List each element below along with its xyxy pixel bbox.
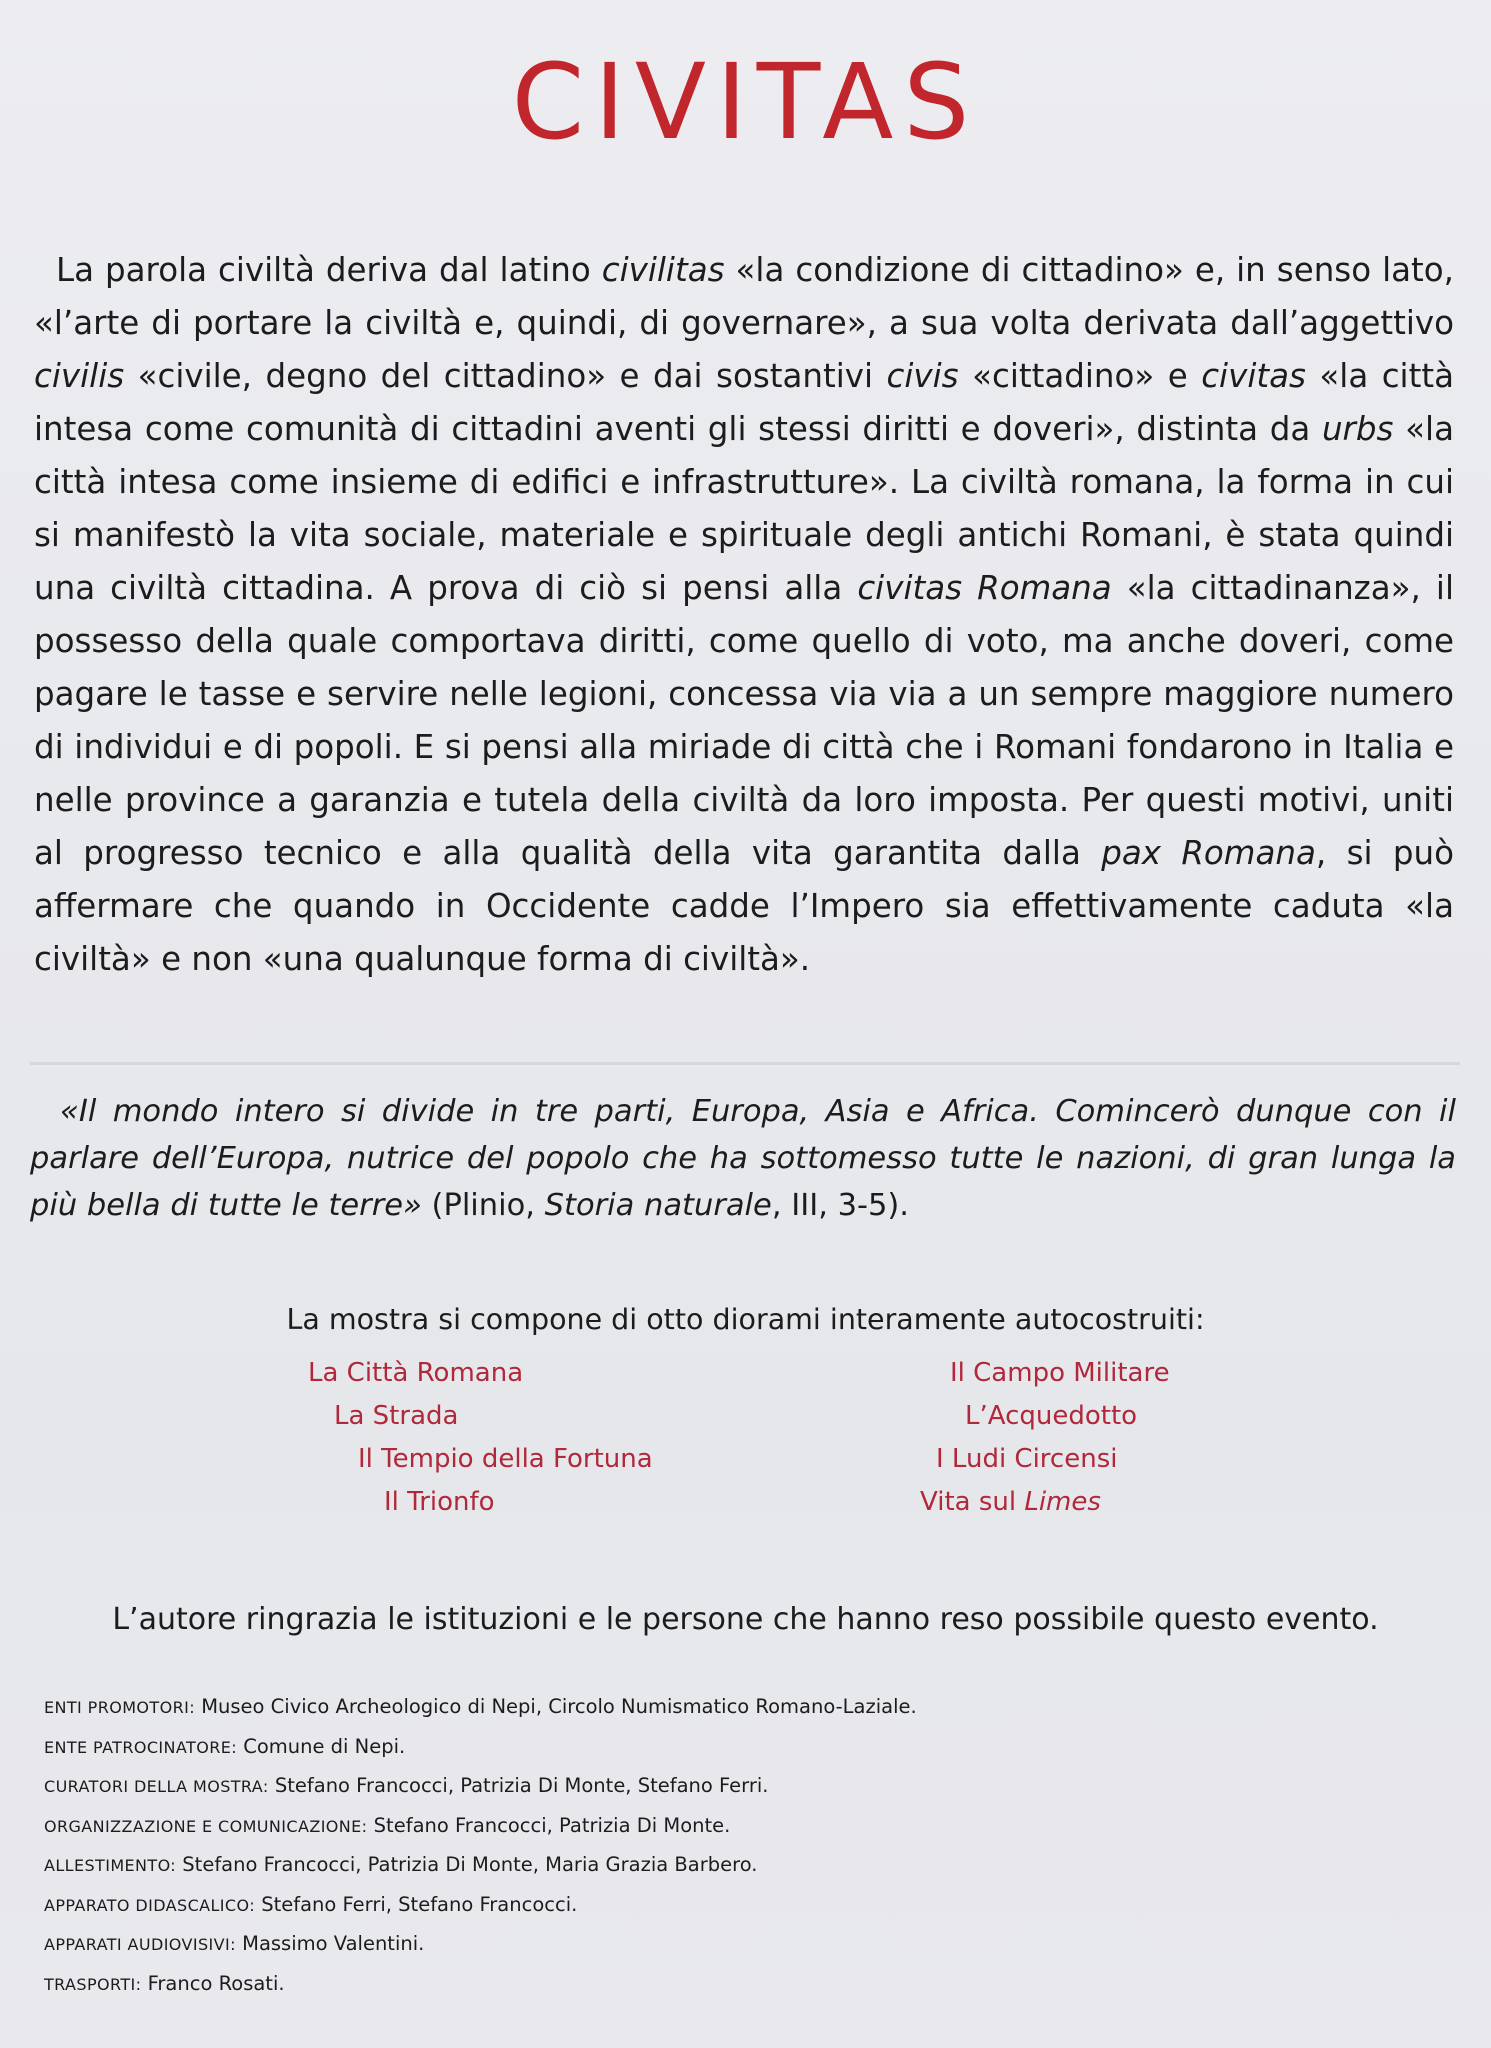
credit-row — [44, 1886, 1444, 1926]
credit-names: Museo Civico Archeologico di Nepi, Circolo Numismatico Romano-Laziale. — [195, 1695, 917, 1718]
credit-names: Stefano Ferri, Stefano Francocci. — [255, 1892, 578, 1916]
quote-citation-suffix: , III, 3-5). — [771, 1188, 909, 1223]
intro-text: «la cittadinanza», il possesso della quale comportava diritti, come quello di voto, ma anche doveri, come pagare le tasse e servire nelle legioni, concessa via via a un sempre maggiore numero di individui e di popoli. E si pensi alla miriade di città che i Romani fondarono in Italia e nelle province a garanzia e tutela della civiltà da loro imposta. Per questi motivi, uniti al progresso tecnico e alla qualità della vita garantita dalla — [34, 569, 1454, 872]
diorama-item: La Strada — [334, 1401, 459, 1431]
credit-role: ORGANIZZAZIONE E COMUNICAZIONE: — [44, 1816, 368, 1836]
intro-text: «la città intesa come comunità di cittadini aventi gli stessi diritti e doveri», distinta da — [34, 357, 1454, 448]
credits-list — [44, 1688, 1444, 2004]
diorama-item: Il Campo Militare — [950, 1358, 1170, 1388]
intro-text: «la condizione di cittadino» e, in senso lato, «l’arte di portare la civiltà e, quindi, di governare», a sua volta derivata dall’aggettivo — [34, 251, 1454, 342]
intro-text: , si può affermare che quando in Occidente cadde l’Impero sia effettivamente caduta «la civiltà» e non «una qualunque forma di civiltà». — [34, 834, 1454, 978]
intro-italic-term: pax Romana — [1101, 834, 1316, 872]
quote-citation-work: Storia naturale — [544, 1188, 772, 1223]
credit-row — [44, 1807, 1444, 1847]
credit-names: Massimo Valentini. — [235, 1932, 425, 1955]
credit-row — [44, 1925, 1444, 1965]
credit-role: CURATORI DELLA MOSTRA: — [44, 1777, 269, 1796]
credit-names: Franco Rosati. — [141, 1971, 285, 1995]
intro-italic-term: civitas Romana — [857, 569, 1112, 607]
pliny-quote — [30, 1088, 1456, 1229]
dioramas-left-column — [308, 1352, 758, 1524]
intro-italic-term: civilis — [34, 357, 125, 395]
diorama-item: I Ludi Circensi — [936, 1444, 1118, 1474]
credit-names: Stefano Francocci, Patrizia Di Monte. — [367, 1813, 731, 1837]
intro-italic-term: civilitas — [601, 251, 725, 289]
diorama-item-prefix: Vita sul — [920, 1487, 1025, 1517]
diorama-item: Il Tempio della Fortuna — [358, 1444, 653, 1474]
credit-names: Stefano Francocci, Patrizia Di Monte, Stefano Ferri. — [268, 1774, 769, 1797]
page-title: CIVITAS — [511, 41, 980, 163]
credit-role: ENTI PROMOTORI: — [44, 1698, 196, 1717]
intro-italic-term: civis — [886, 357, 959, 395]
dioramas-right-column — [920, 1352, 1320, 1524]
diorama-item: La Città Romana — [308, 1358, 524, 1388]
credit-row — [44, 1688, 1444, 1728]
credit-role: APPARATO DIDASCALICO: — [44, 1895, 255, 1915]
intro-text: «civile, degno del cittadino» e dai sostantivi — [124, 357, 887, 395]
credit-row — [44, 1767, 1444, 1807]
diorama-item: L’Acquedotto — [965, 1401, 1138, 1431]
diorama-item-italic: Limes — [1024, 1487, 1101, 1517]
diorama-item — [920, 1481, 1320, 1524]
dioramas-heading: La mostra si compone di otto diorami interamente autocostruiti: — [286, 1303, 1205, 1336]
intro-text: «cittadino» e — [958, 357, 1202, 395]
credit-role: ENTE PATROCINATORE: — [44, 1737, 238, 1757]
credit-names: Stefano Francocci, Patrizia Di Monte, Maria Grazia Barbero. — [176, 1853, 758, 1876]
credit-row — [44, 1846, 1444, 1886]
intro-paragraph — [34, 244, 1454, 986]
credit-row — [44, 1965, 1444, 2005]
intro-italic-term: civitas — [1201, 357, 1306, 395]
quote-citation-prefix: (Plinio, — [421, 1188, 545, 1223]
diorama-item: Il Trionfo — [384, 1487, 495, 1517]
credit-role: ALLESTIMENTO: — [44, 1856, 177, 1875]
acknowledgement: L’autore ringrazia le istituzioni e le persone che hanno reso possibile questo evento. — [112, 1602, 1379, 1637]
intro-text: «la città intesa come insieme di edifici e infrastrutture». La civiltà romana, la forma in cui si manifestò la vita sociale, materiale e spirituale degli antichi Romani, è stata quindi una civiltà cittadina. A prova di ciò si pensi alla — [34, 410, 1454, 607]
credit-role: TRASPORTI: — [44, 1974, 142, 1994]
credit-names: Comune di Nepi. — [237, 1734, 406, 1758]
intro-italic-term: urbs — [1321, 410, 1394, 448]
quote-text: «Il mondo intero si divide in tre parti, Europa, Asia e Africa. Comincerò dunque con il parlare dell’Europa, nutrice del popolo che ha sottomesso tutte le nazioni, di gran lunga la più bella di tutte le terre» — [30, 1094, 1456, 1223]
credit-role: APPARATI AUDIOVISIVI: — [44, 1935, 236, 1954]
intro-text: La parola civiltà deriva dal latino — [56, 251, 602, 289]
credit-row — [44, 1728, 1444, 1768]
section-divider — [30, 1062, 1460, 1065]
